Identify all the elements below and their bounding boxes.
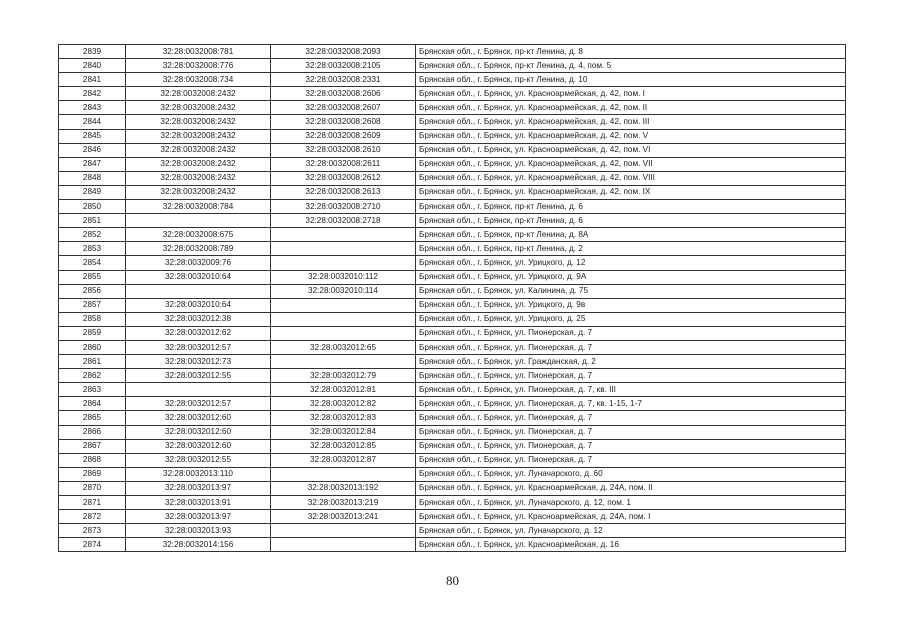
address-cell: Брянская обл., г. Брянск, ул. Пионерская, д. 7 <box>416 453 846 467</box>
table-row <box>59 171 846 185</box>
table-row <box>59 143 846 157</box>
object-cadastral-number-cell: 32:28:0032013:192 <box>271 481 416 495</box>
object-cadastral-number-cell <box>271 326 416 340</box>
table-row <box>59 425 846 439</box>
object-cadastral-number-cell <box>271 467 416 481</box>
row-number-cell: 2842 <box>59 87 126 101</box>
address-cell: Брянская обл., г. Брянск, ул. Красноармейская, д. 42, пом. VI <box>416 143 846 157</box>
land-cadastral-number-cell: 32:28:0032008:2432 <box>126 129 271 143</box>
address-cell: Брянская обл., г. Брянск, ул. Красноармейская, д. 42, пом. IX <box>416 185 846 199</box>
table-row <box>59 228 846 242</box>
address-cell: Брянская обл., г. Брянск, пр-кт Ленина, д. 8А <box>416 228 846 242</box>
object-cadastral-number-cell: 32:28:0032008:2093 <box>271 45 416 59</box>
object-cadastral-number-cell: 32:28:0032012:81 <box>271 383 416 397</box>
land-cadastral-number-cell: 32:28:0032012:60 <box>126 439 271 453</box>
address-cell: Брянская обл., г. Брянск, ул. Урицкого, д. 9в <box>416 298 846 312</box>
table-row <box>59 355 846 369</box>
address-cell: Брянская обл., г. Брянск, ул. Пионерская, д. 7 <box>416 340 846 354</box>
table-row <box>59 439 846 453</box>
land-cadastral-number-cell: 32:28:0032008:776 <box>126 59 271 73</box>
land-cadastral-number-cell <box>126 214 271 228</box>
row-number-cell: 2856 <box>59 284 126 298</box>
land-cadastral-number-cell: 32:28:0032012:55 <box>126 453 271 467</box>
object-cadastral-number-cell <box>271 355 416 369</box>
table-row <box>59 45 846 59</box>
row-number-cell: 2859 <box>59 326 126 340</box>
table-row <box>59 481 846 495</box>
table-row <box>59 510 846 524</box>
address-cell: Брянская обл., г. Брянск, ул. Красноармейская, д. 42, пом. V <box>416 129 846 143</box>
object-cadastral-number-cell <box>271 298 416 312</box>
address-cell: Брянская обл., г. Брянск, ул. Пионерская, д. 7 <box>416 439 846 453</box>
address-cell: Брянская обл., г. Брянск, пр-кт Ленина, д. 6 <box>416 214 846 228</box>
row-number-cell: 2865 <box>59 411 126 425</box>
row-number-cell: 2869 <box>59 467 126 481</box>
table-row <box>59 340 846 354</box>
land-cadastral-number-cell: 32:28:0032008:781 <box>126 45 271 59</box>
object-cadastral-number-cell <box>271 256 416 270</box>
land-cadastral-number-cell: 32:28:0032013:91 <box>126 496 271 510</box>
object-cadastral-number-cell: 32:28:0032010:114 <box>271 284 416 298</box>
object-cadastral-number-cell: 32:28:0032008:2607 <box>271 101 416 115</box>
table-row <box>59 87 846 101</box>
land-cadastral-number-cell: 32:28:0032009:76 <box>126 256 271 270</box>
address-cell: Брянская обл., г. Брянск, ул. Красноармейская, д. 24А, пом. II <box>416 481 846 495</box>
address-cell: Брянская обл., г. Брянск, ул. Красноармейская, д. 42, пом. VIII <box>416 171 846 185</box>
address-cell: Брянская обл., г. Брянск, ул. Красноармейская, д. 24А, пом. I <box>416 510 846 524</box>
object-cadastral-number-cell: 32:28:0032012:65 <box>271 340 416 354</box>
object-cadastral-number-cell: 32:28:0032013:219 <box>271 496 416 510</box>
land-cadastral-number-cell: 32:28:0032008:2432 <box>126 87 271 101</box>
row-number-cell: 2858 <box>59 312 126 326</box>
object-cadastral-number-cell: 32:28:0032012:79 <box>271 369 416 383</box>
table-row <box>59 200 846 214</box>
address-cell: Брянская обл., г. Брянск, пр-кт Ленина, д. 4, пом. 5 <box>416 59 846 73</box>
object-cadastral-number-cell <box>271 228 416 242</box>
object-cadastral-number-cell: 32:28:0032008:2608 <box>271 115 416 129</box>
row-number-cell: 2867 <box>59 439 126 453</box>
table-row <box>59 242 846 256</box>
land-cadastral-number-cell: 32:28:0032013:110 <box>126 467 271 481</box>
row-number-cell: 2851 <box>59 214 126 228</box>
row-number-cell: 2866 <box>59 425 126 439</box>
address-cell: Брянская обл., г. Брянск, пр-кт Ленина, д. 2 <box>416 242 846 256</box>
address-cell: Брянская обл., г. Брянск, пр-кт Ленина, д. 10 <box>416 73 846 87</box>
address-cell: Брянская обл., г. Брянск, ул. Пионерская, д. 7 <box>416 425 846 439</box>
land-cadastral-number-cell: 32:28:0032008:2432 <box>126 157 271 171</box>
land-cadastral-number-cell <box>126 284 271 298</box>
address-cell: Брянская обл., г. Брянск, ул. Пионерская, д. 7 <box>416 411 846 425</box>
address-cell: Брянская обл., г. Брянск, ул. Урицкого, д. 25 <box>416 312 846 326</box>
land-cadastral-number-cell: 32:28:0032013:97 <box>126 510 271 524</box>
row-number-cell: 2872 <box>59 510 126 524</box>
registry-table-body <box>59 45 846 552</box>
land-cadastral-number-cell: 32:28:0032012:38 <box>126 312 271 326</box>
address-cell: Брянская обл., г. Брянск, ул. Красноармейская, д. 42, пом. I <box>416 87 846 101</box>
table-row <box>59 115 846 129</box>
row-number-cell: 2839 <box>59 45 126 59</box>
object-cadastral-number-cell: 32:28:0032008:2331 <box>271 73 416 87</box>
row-number-cell: 2863 <box>59 383 126 397</box>
land-cadastral-number-cell: 32:28:0032013:97 <box>126 481 271 495</box>
table-row <box>59 397 846 411</box>
row-number-cell: 2845 <box>59 129 126 143</box>
address-cell: Брянская обл., г. Брянск, ул. Красноармейская, д. 42, пом. III <box>416 115 846 129</box>
table-row <box>59 298 846 312</box>
land-cadastral-number-cell: 32:28:0032014:156 <box>126 538 271 552</box>
land-cadastral-number-cell: 32:28:0032012:73 <box>126 355 271 369</box>
address-cell: Брянская обл., г. Брянск, ул. Луначарского, д. 12, пом. 1 <box>416 496 846 510</box>
table-row <box>59 59 846 73</box>
land-cadastral-number-cell: 32:28:0032012:60 <box>126 411 271 425</box>
table-row <box>59 369 846 383</box>
object-cadastral-number-cell: 32:28:0032013:241 <box>271 510 416 524</box>
land-cadastral-number-cell <box>126 383 271 397</box>
object-cadastral-number-cell <box>271 538 416 552</box>
land-cadastral-number-cell: 32:28:0032008:2432 <box>126 171 271 185</box>
land-cadastral-number-cell: 32:28:0032012:57 <box>126 340 271 354</box>
table-row <box>59 467 846 481</box>
object-cadastral-number-cell: 32:28:0032012:87 <box>271 453 416 467</box>
row-number-cell: 2862 <box>59 369 126 383</box>
land-cadastral-number-cell: 32:28:0032008:734 <box>126 73 271 87</box>
table-row <box>59 101 846 115</box>
row-number-cell: 2847 <box>59 157 126 171</box>
address-cell: Брянская обл., г. Брянск, ул. Луначарского, д. 12 <box>416 524 846 538</box>
object-cadastral-number-cell: 32:28:0032008:2718 <box>271 214 416 228</box>
property-registry-table <box>58 44 846 552</box>
object-cadastral-number-cell: 32:28:0032012:84 <box>271 425 416 439</box>
object-cadastral-number-cell: 32:28:0032012:85 <box>271 439 416 453</box>
row-number-cell: 2861 <box>59 355 126 369</box>
address-cell: Брянская обл., г. Брянск, пр-кт Ленина, д. 8 <box>416 45 846 59</box>
land-cadastral-number-cell: 32:28:0032012:57 <box>126 397 271 411</box>
land-cadastral-number-cell: 32:28:0032008:2432 <box>126 185 271 199</box>
address-cell: Брянская обл., г. Брянск, ул. Урицкого, д. 12 <box>416 256 846 270</box>
row-number-cell: 2841 <box>59 73 126 87</box>
land-cadastral-number-cell: 32:28:0032008:675 <box>126 228 271 242</box>
land-cadastral-number-cell: 32:28:0032008:784 <box>126 200 271 214</box>
table-row <box>59 524 846 538</box>
address-cell: Брянская обл., г. Брянск, ул. Луначарского, д. 60 <box>416 467 846 481</box>
row-number-cell: 2846 <box>59 143 126 157</box>
row-number-cell: 2853 <box>59 242 126 256</box>
object-cadastral-number-cell: 32:28:0032010:112 <box>271 270 416 284</box>
land-cadastral-number-cell: 32:28:0032010:64 <box>126 270 271 284</box>
object-cadastral-number-cell: 32:28:0032012:82 <box>271 397 416 411</box>
land-cadastral-number-cell: 32:28:0032012:60 <box>126 425 271 439</box>
row-number-cell: 2849 <box>59 185 126 199</box>
table-row <box>59 284 846 298</box>
table-row <box>59 214 846 228</box>
land-cadastral-number-cell: 32:28:0032008:2432 <box>126 143 271 157</box>
object-cadastral-number-cell: 32:28:0032008:2609 <box>271 129 416 143</box>
row-number-cell: 2852 <box>59 228 126 242</box>
row-number-cell: 2857 <box>59 298 126 312</box>
row-number-cell: 2844 <box>59 115 126 129</box>
address-cell: Брянская обл., г. Брянск, ул. Пионерская, д. 7 <box>416 326 846 340</box>
land-cadastral-number-cell: 32:28:0032008:789 <box>126 242 271 256</box>
address-cell: Брянская обл., г. Брянск, ул. Гражданская, д. 2 <box>416 355 846 369</box>
land-cadastral-number-cell: 32:28:0032013:93 <box>126 524 271 538</box>
object-cadastral-number-cell <box>271 242 416 256</box>
row-number-cell: 2873 <box>59 524 126 538</box>
table-row <box>59 185 846 199</box>
row-number-cell: 2850 <box>59 200 126 214</box>
object-cadastral-number-cell: 32:28:0032008:2612 <box>271 171 416 185</box>
land-cadastral-number-cell: 32:28:0032008:2432 <box>126 115 271 129</box>
row-number-cell: 2871 <box>59 496 126 510</box>
row-number-cell: 2854 <box>59 256 126 270</box>
object-cadastral-number-cell: 32:28:0032008:2613 <box>271 185 416 199</box>
object-cadastral-number-cell <box>271 312 416 326</box>
object-cadastral-number-cell: 32:28:0032012:83 <box>271 411 416 425</box>
object-cadastral-number-cell: 32:28:0032008:2610 <box>271 143 416 157</box>
row-number-cell: 2868 <box>59 453 126 467</box>
table-row <box>59 73 846 87</box>
row-number-cell: 2848 <box>59 171 126 185</box>
address-cell: Брянская обл., г. Брянск, ул. Красноармейская, д. 42, пом. VII <box>416 157 846 171</box>
land-cadastral-number-cell: 32:28:0032010:64 <box>126 298 271 312</box>
address-cell: Брянская обл., г. Брянск, ул. Пионерская, д. 7, кв. III <box>416 383 846 397</box>
table-row <box>59 256 846 270</box>
row-number-cell: 2843 <box>59 101 126 115</box>
table-row <box>59 453 846 467</box>
row-number-cell: 2860 <box>59 340 126 354</box>
address-cell: Брянская обл., г. Брянск, ул. Красноармейская, д. 16 <box>416 538 846 552</box>
row-number-cell: 2840 <box>59 59 126 73</box>
address-cell: Брянская обл., г. Брянск, ул. Пионерская, д. 7 <box>416 369 846 383</box>
table-row <box>59 270 846 284</box>
row-number-cell: 2874 <box>59 538 126 552</box>
table-row <box>59 411 846 425</box>
table-row <box>59 496 846 510</box>
object-cadastral-number-cell <box>271 524 416 538</box>
address-cell: Брянская обл., г. Брянск, ул. Пионерская, д. 7, кв. 1-15, 1-7 <box>416 397 846 411</box>
object-cadastral-number-cell: 32:28:0032008:2710 <box>271 200 416 214</box>
row-number-cell: 2870 <box>59 481 126 495</box>
address-cell: Брянская обл., г. Брянск, ул. Урицкого, д. 9А <box>416 270 846 284</box>
object-cadastral-number-cell: 32:28:0032008:2105 <box>271 59 416 73</box>
address-cell: Брянская обл., г. Брянск, пр-кт Ленина, д. 6 <box>416 200 846 214</box>
address-cell: Брянская обл., г. Брянск, ул. Красноармейская, д. 42, пом. II <box>416 101 846 115</box>
table-row <box>59 129 846 143</box>
table-row <box>59 538 846 552</box>
table-row <box>59 312 846 326</box>
table-row <box>59 326 846 340</box>
land-cadastral-number-cell: 32:28:0032012:55 <box>126 369 271 383</box>
page-number: 80 <box>446 573 459 588</box>
table-row <box>59 157 846 171</box>
row-number-cell: 2864 <box>59 397 126 411</box>
table-row <box>59 383 846 397</box>
address-cell: Брянская обл., г. Брянск, ул. Калинина, д. 75 <box>416 284 846 298</box>
object-cadastral-number-cell: 32:28:0032008:2606 <box>271 87 416 101</box>
row-number-cell: 2855 <box>59 270 126 284</box>
land-cadastral-number-cell: 32:28:0032008:2432 <box>126 101 271 115</box>
land-cadastral-number-cell: 32:28:0032012:62 <box>126 326 271 340</box>
object-cadastral-number-cell: 32:28:0032008:2611 <box>271 157 416 171</box>
